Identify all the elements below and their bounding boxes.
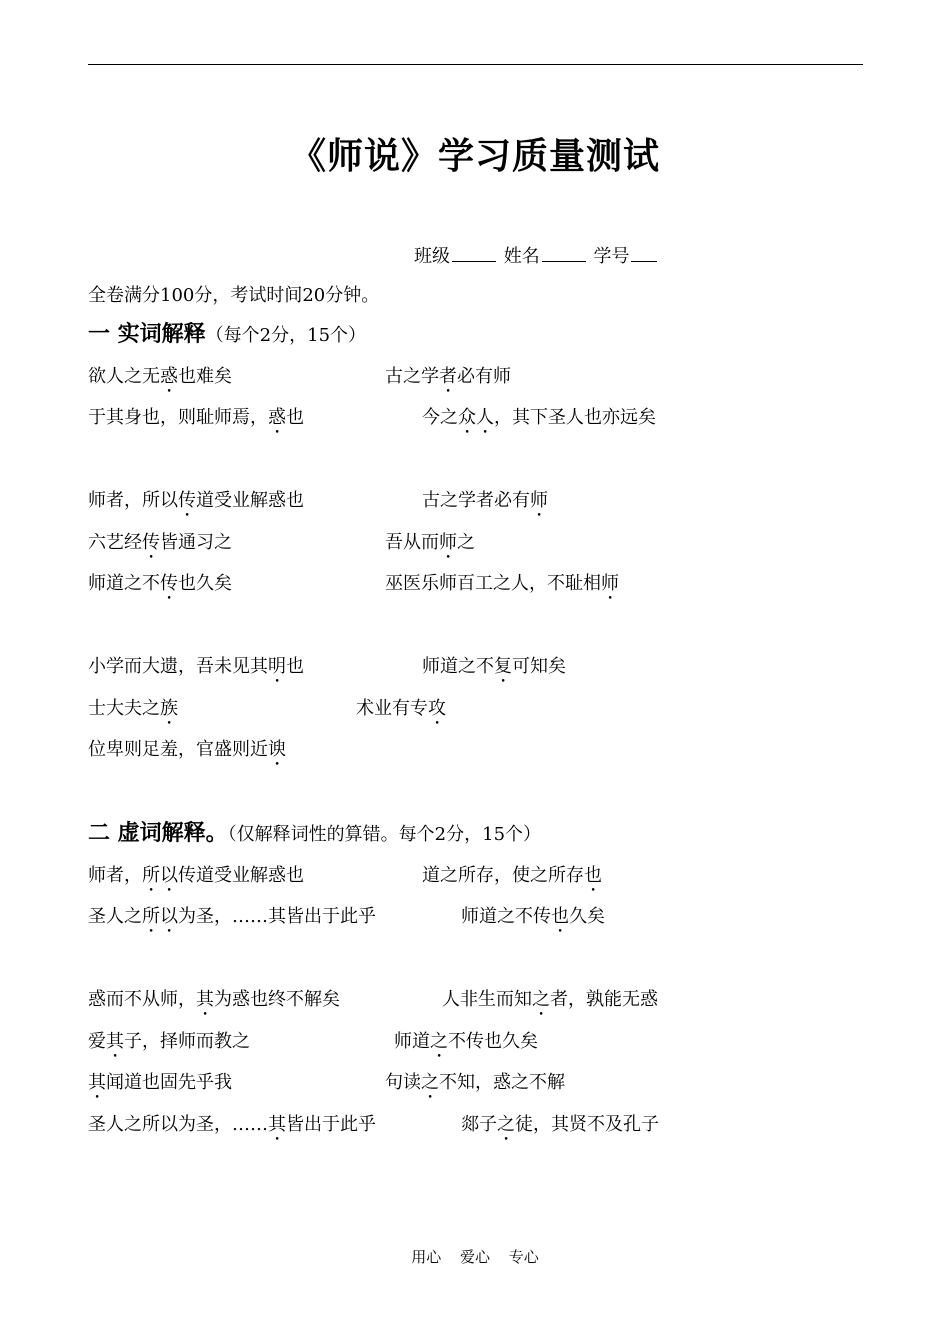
emphasized-word: 传 [142,532,160,553]
emphasized-word: 其 [88,1072,106,1093]
section1-item: 师道之不传也久矣 [88,573,232,594]
emphasized-word: 其 [196,989,214,1010]
emphasized-word: 所以 [142,865,178,886]
section1-sub: （每个2分，15个） [205,325,367,346]
section1-item: 今之众人，其下圣人也亦远矣 [422,407,656,428]
section1-item: 吾从而师之 [385,532,475,553]
section1-item: 巫医乐师百工之人，不耻相师 [385,573,619,594]
header-rule [88,64,863,65]
emphasized-word: 师 [530,490,548,511]
section2-heading [88,822,541,847]
emphasized-word: 其 [106,1031,124,1052]
name-label: 姓名 [503,246,540,267]
emphasized-word: 明 [268,656,286,677]
section2-title: 二 虚词解释。 [88,821,228,846]
emphasized-word: 之 [421,1072,439,1093]
emphasized-word: 复 [494,656,512,677]
section2-item: 其闻道也固先乎我 [88,1072,232,1093]
section1-item: 位卑则足羞，官盛则近谀 [88,739,286,760]
emphasized-word: 传 [160,573,178,594]
section2-item: 句读之不知，惑之不解 [385,1072,565,1093]
section2-item: 人非生而知之者，孰能无惑 [442,989,658,1010]
emphasized-word: 师 [601,573,619,594]
section2-item: 爱其子，择师而教之 [88,1031,250,1052]
section1-item: 六艺经传皆通习之 [88,532,232,553]
emphasized-word: 攻 [428,698,446,719]
emphasized-word: 之 [532,989,550,1010]
section1-title: 一 实词解释 [88,322,206,347]
section1-item: 士大夫之族 [88,698,178,719]
id-label: 学号 [593,246,630,267]
section2-item: 惑而不从师，其为惑也终不解矣 [88,989,340,1010]
emphasized-word: 者 [439,366,457,387]
section2-item: 师道之不传也久矣 [461,906,605,927]
emphasized-word: 众人 [458,407,494,428]
emphasized-word: 惑 [268,407,286,428]
emphasized-word: 也 [551,906,569,927]
emphasized-word: 之 [430,1031,448,1052]
emphasized-word: 传 [178,490,196,511]
page-footer: 用心 爱心 专心 [411,1248,539,1266]
section2-item: 圣人之所以为圣，……其皆出于此乎 [88,1114,376,1135]
section1-item: 欲人之无惑也难矣 [88,366,232,387]
section2-item: 郯子之徒，其贤不及孔子 [461,1114,659,1135]
emphasized-word: 也 [584,865,602,886]
section1-item: 师道之不复可知矣 [422,656,566,677]
class-blank[interactable] [452,243,496,262]
section1-item: 于其身也，则耻师焉，惑也 [88,407,304,428]
section1-item: 小学而大遗，吾未见其明也 [88,656,304,677]
section1-item: 术业有专攻 [356,698,446,719]
student-info [414,243,659,269]
id-blank[interactable] [631,243,657,262]
section2-item: 师道之不传也久矣 [394,1031,538,1052]
section1-item: 古之学者必有师 [422,490,548,511]
emphasized-word: 其 [268,1114,286,1135]
section1-item: 师者，所以传道受业解惑也 [88,490,304,511]
section1-item: 古之学者必有师 [385,366,511,387]
page-title: 《师说》学习质量测试 [289,136,660,177]
exam-note: 全卷满分100分，考试时间20分钟。 [88,285,380,306]
section2-sub: （仅解释词性的算错。每个2分，15个） [227,824,542,845]
section2-item: 道之所存，使之所存也 [422,865,602,886]
section2-item: 圣人之所以为圣，……其皆出于此乎 [88,906,376,927]
name-blank[interactable] [542,243,586,262]
class-label: 班级 [414,246,450,267]
emphasized-word: 族 [160,698,178,719]
emphasized-word: 惑 [160,366,178,387]
section1-heading [88,323,366,348]
emphasized-word: 师 [439,532,457,553]
section2-item: 师者，所以传道受业解惑也 [88,865,304,886]
emphasized-word: 之 [497,1114,515,1135]
emphasized-word: 谀 [268,739,286,760]
emphasized-word: 所以 [142,906,178,927]
